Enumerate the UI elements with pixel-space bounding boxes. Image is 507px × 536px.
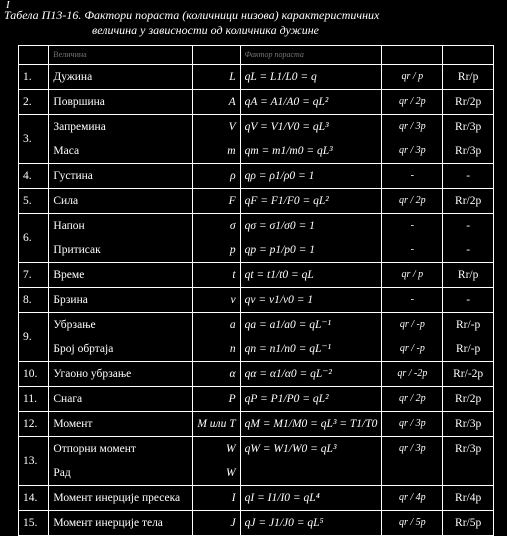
series-designation xyxy=(443,115,494,164)
series-ratio-line: - xyxy=(410,244,414,255)
series-ratio-line: - xyxy=(410,220,414,231)
quantity-symbol-line: p xyxy=(229,244,236,256)
table-row xyxy=(19,65,494,90)
growth-formula-line: qv = v1/v0 = 1 xyxy=(244,294,314,306)
growth-formula-line: qI = I1/I0 = qL⁴ xyxy=(244,492,320,504)
series-ratio-line: qr / p xyxy=(401,71,424,82)
series-ratio xyxy=(382,115,443,164)
table-row xyxy=(19,90,494,115)
growth-formula xyxy=(240,486,382,511)
series-designation xyxy=(443,189,494,214)
quantity-name xyxy=(49,189,193,214)
series-ratio-line: qr / 2p xyxy=(399,195,426,206)
table-row xyxy=(19,511,494,536)
series-designation-line: Rr/3p xyxy=(455,145,482,157)
growth-formula xyxy=(240,115,382,164)
series-ratio xyxy=(382,437,443,486)
row-number: 14. xyxy=(19,486,49,511)
series-designation-line: Rr/3p xyxy=(455,443,482,455)
series-ratio-line: qr / 3p xyxy=(399,145,426,156)
header-cell-symbol xyxy=(193,46,240,65)
growth-formula xyxy=(240,263,382,288)
series-designation xyxy=(443,65,494,90)
growth-formula-line: qp = p1/p0 = 1 xyxy=(244,244,316,256)
series-ratio xyxy=(382,288,443,313)
series-ratio xyxy=(382,387,443,412)
growth-formula-line: qW = W1/W0 = qL³ xyxy=(244,443,337,455)
quantity-symbol-line: α xyxy=(229,368,236,380)
growth-formula-line: qV = V1/V0 = qL³ xyxy=(244,121,329,133)
growth-formula-line: qL = L1/L0 = q xyxy=(244,71,317,83)
growth-formula-line: qM = M1/M0 = qL³ = T1/T0 xyxy=(244,418,378,430)
series-ratio-line: qr / 5p xyxy=(399,517,426,528)
growth-formula xyxy=(240,412,382,437)
header-cell-q xyxy=(382,46,443,65)
series-designation-line: Rr/-p xyxy=(456,319,481,331)
growth-formula xyxy=(240,90,382,115)
row-number: 10. xyxy=(19,362,49,387)
growth-formula-line: qJ = J1/J0 = qL⁵ xyxy=(244,517,324,529)
series-ratio xyxy=(382,189,443,214)
series-ratio-line: qr / 2p xyxy=(399,96,426,107)
row-number: 2. xyxy=(19,90,49,115)
quantity-symbol xyxy=(193,437,240,486)
series-designation xyxy=(443,437,494,486)
series-ratio-line: qr / 2p xyxy=(399,393,426,404)
row-number: 4. xyxy=(19,164,49,189)
growth-formula-line: qF = F1/F0 = qL² xyxy=(244,195,329,207)
quantity-symbol xyxy=(193,90,240,115)
table-row xyxy=(19,263,494,288)
series-ratio xyxy=(382,412,443,437)
series-designation-line: - xyxy=(466,220,471,232)
growth-formula-line xyxy=(245,461,378,485)
series-ratio xyxy=(382,511,443,536)
quantity-symbol xyxy=(193,412,240,437)
table-row xyxy=(19,362,494,387)
series-ratio-line: qr / p xyxy=(401,269,424,280)
quantity-symbol xyxy=(193,214,240,263)
series-ratio xyxy=(382,313,443,362)
growth-formula-line: qP = P1/P0 = qL² xyxy=(244,393,329,405)
quantity-symbol-line: I xyxy=(231,492,236,504)
row-number: 8. xyxy=(19,288,49,313)
table-row xyxy=(19,313,494,362)
quantity-symbol-line: ρ xyxy=(230,170,236,182)
series-designation-line: - xyxy=(466,244,471,256)
row-number: 6. xyxy=(19,214,49,263)
series-ratio-line: - xyxy=(410,294,414,305)
table-header-row xyxy=(19,46,494,65)
series-designation-line xyxy=(447,461,489,485)
growth-formula-line: qt = t1/t0 = qL xyxy=(244,269,314,281)
series-designation xyxy=(443,164,494,189)
series-designation-line: - xyxy=(466,170,471,182)
quantity-name xyxy=(49,288,193,313)
table-row xyxy=(19,387,494,412)
quantity-name-line: Време xyxy=(53,269,85,281)
series-designation xyxy=(443,313,494,362)
series-designation-line: Rr/2p xyxy=(455,96,482,108)
header-cell-name: Величина xyxy=(49,46,193,65)
series-ratio-line: qr / -p xyxy=(399,343,425,354)
growth-formula xyxy=(240,164,382,189)
series-ratio xyxy=(382,263,443,288)
quantity-symbol-line: P xyxy=(228,393,236,405)
table-row xyxy=(19,164,494,189)
quantity-symbol-line: t xyxy=(232,269,236,281)
row-number: 3. xyxy=(19,115,49,164)
quantity-name xyxy=(49,362,193,387)
growth-formula-line: qα = α1/α0 = qL⁻² xyxy=(244,368,332,380)
table-row xyxy=(19,214,494,263)
series-ratio-line: - xyxy=(410,170,414,181)
quantity-name-line: Убрзање xyxy=(53,319,96,331)
series-designation xyxy=(443,412,494,437)
row-number: 9. xyxy=(19,313,49,362)
series-designation-line: Rr/3p xyxy=(455,121,482,133)
quantity-name xyxy=(49,412,193,437)
quantity-symbol xyxy=(193,288,240,313)
series-ratio-line xyxy=(386,461,438,485)
caption-line-1: Табела П13-16. Фактори пораста (количници низова) карактеристичних xyxy=(4,8,380,22)
quantity-name-line: Снага xyxy=(53,393,83,405)
quantity-symbol xyxy=(193,362,240,387)
series-designation xyxy=(443,214,494,263)
growth-formula xyxy=(240,214,382,263)
table-row xyxy=(19,288,494,313)
growth-formula xyxy=(240,362,382,387)
table-row xyxy=(19,412,494,437)
quantity-symbol-line: σ xyxy=(229,220,236,232)
quantity-name-line: Сила xyxy=(53,195,79,207)
series-designation xyxy=(443,511,494,536)
quantity-symbol xyxy=(193,511,240,536)
series-ratio-line: qr / 3p xyxy=(399,121,426,132)
quantity-symbol-line: v xyxy=(230,294,236,306)
quantity-symbol xyxy=(193,486,240,511)
quantity-name-line: Број обртаја xyxy=(53,343,114,355)
row-number: 12. xyxy=(19,412,49,437)
quantity-name-line: Притисак xyxy=(53,244,101,256)
quantity-symbol-line: A xyxy=(228,96,236,108)
series-designation-line: Rr/-2p xyxy=(453,368,484,380)
quantity-symbol-line: F xyxy=(228,195,236,207)
quantity-symbol-line: L xyxy=(229,71,236,83)
series-designation-line: - xyxy=(466,294,471,306)
series-designation xyxy=(443,263,494,288)
series-designation-line: Rr/5p xyxy=(455,517,482,529)
series-ratio xyxy=(382,486,443,511)
row-number: 5. xyxy=(19,189,49,214)
growth-formula xyxy=(240,313,382,362)
series-ratio-line: qr / -p xyxy=(399,319,425,330)
growth-formula-line: qσ = σ1/σ0 = 1 xyxy=(244,220,315,232)
growth-formula xyxy=(240,437,382,486)
series-designation xyxy=(443,387,494,412)
quantity-name-line: Угаоно убрзање xyxy=(53,368,132,380)
series-designation-line: Rr/4p xyxy=(455,492,482,504)
series-ratio-line: qr / 4p xyxy=(399,492,426,503)
quantity-symbol xyxy=(193,115,240,164)
quantity-symbol xyxy=(193,189,240,214)
caption-line-2: величина у зависности од количника дужине xyxy=(91,23,319,37)
series-designation-line: Rr/p xyxy=(457,269,479,281)
quantity-name xyxy=(49,90,193,115)
growth-formula xyxy=(240,387,382,412)
quantity-symbol-line: M или T xyxy=(197,418,236,430)
quantity-name xyxy=(49,263,193,288)
quantity-name-line: Брзина xyxy=(53,294,88,306)
quantity-name xyxy=(49,164,193,189)
quantity-name-line: Отпорни момент xyxy=(53,443,136,455)
quantity-symbol xyxy=(193,65,240,90)
quantity-symbol-line: a xyxy=(229,319,236,331)
table-row xyxy=(19,189,494,214)
quantity-name-line: Површина xyxy=(53,96,105,108)
series-ratio-line: qr / 3p xyxy=(399,443,426,454)
series-designation xyxy=(443,90,494,115)
quantity-name xyxy=(49,115,193,164)
row-number: 15. xyxy=(19,511,49,536)
series-designation-line: Rr/p xyxy=(457,71,479,83)
quantity-symbol-line: V xyxy=(228,121,236,133)
header-cell-formula: Фактор пораста xyxy=(240,46,382,65)
quantity-name-line: Момент xyxy=(53,418,93,430)
quantity-name-line: Густина xyxy=(53,170,93,182)
quantity-name-line: Напон xyxy=(53,220,85,232)
quantity-symbol xyxy=(193,313,240,362)
quantity-symbol xyxy=(193,263,240,288)
quantity-name xyxy=(49,313,193,362)
growth-formula-line: qn = n1/n0 = qL⁻¹ xyxy=(244,343,331,355)
series-designation-line: Rr/2p xyxy=(455,195,482,207)
quantity-name-line: Маса xyxy=(53,145,80,157)
quantity-name xyxy=(49,486,193,511)
table-row xyxy=(19,115,494,164)
row-number: 11. xyxy=(19,387,49,412)
quantity-name xyxy=(49,387,193,412)
growth-formula-line: qm = m1/m0 = qL³ xyxy=(244,145,333,157)
header-cell-dim xyxy=(443,46,494,65)
series-ratio xyxy=(382,214,443,263)
quantity-name-line: Момент инерције тела xyxy=(53,517,163,529)
quantity-name xyxy=(49,511,193,536)
series-ratio-line: qr / 3p xyxy=(399,418,426,429)
row-number: 1. xyxy=(19,65,49,90)
quantity-symbol xyxy=(193,164,240,189)
series-designation xyxy=(443,362,494,387)
series-ratio xyxy=(382,65,443,90)
quantity-name-line: Запремина xyxy=(53,121,106,133)
quantity-symbol-line: W xyxy=(226,443,236,455)
quantity-name xyxy=(49,65,193,90)
quantity-name-line: Дужина xyxy=(53,71,93,83)
table-row xyxy=(19,486,494,511)
factor-table xyxy=(18,45,494,536)
quantity-symbol-line: n xyxy=(229,343,236,355)
growth-formula-line: qA = A1/A0 = qL² xyxy=(244,96,329,108)
quantity-name-line: Рад xyxy=(53,467,71,479)
growth-formula-line: qρ = ρ1/ρ0 = 1 xyxy=(244,170,315,182)
series-designation xyxy=(443,288,494,313)
row-number: 13. xyxy=(19,437,49,486)
growth-formula-line: qa = a1/a0 = qL⁻¹ xyxy=(244,319,331,331)
series-designation-line: Rr/3p xyxy=(455,418,482,430)
margin-mark: I xyxy=(6,0,10,11)
growth-formula xyxy=(240,511,382,536)
series-ratio xyxy=(382,164,443,189)
growth-formula xyxy=(240,65,382,90)
row-number: 7. xyxy=(19,263,49,288)
quantity-symbol-line: W xyxy=(226,467,236,479)
growth-formula xyxy=(240,288,382,313)
quantity-name-line: Момент инерције пресека xyxy=(53,492,181,504)
series-designation-line: Rr/-p xyxy=(456,343,481,355)
quantity-symbol xyxy=(193,387,240,412)
table-caption xyxy=(4,8,407,38)
header-cell-num xyxy=(19,46,49,65)
growth-formula xyxy=(240,189,382,214)
table-row xyxy=(19,437,494,486)
quantity-symbol-line: m xyxy=(227,145,236,157)
quantity-name xyxy=(49,437,193,486)
series-ratio-line: qr / -2p xyxy=(397,368,428,379)
series-ratio xyxy=(382,90,443,115)
quantity-name xyxy=(49,214,193,263)
series-designation xyxy=(443,486,494,511)
series-designation-line: Rr/2p xyxy=(455,393,482,405)
series-ratio xyxy=(382,362,443,387)
quantity-symbol-line: J xyxy=(230,517,236,529)
